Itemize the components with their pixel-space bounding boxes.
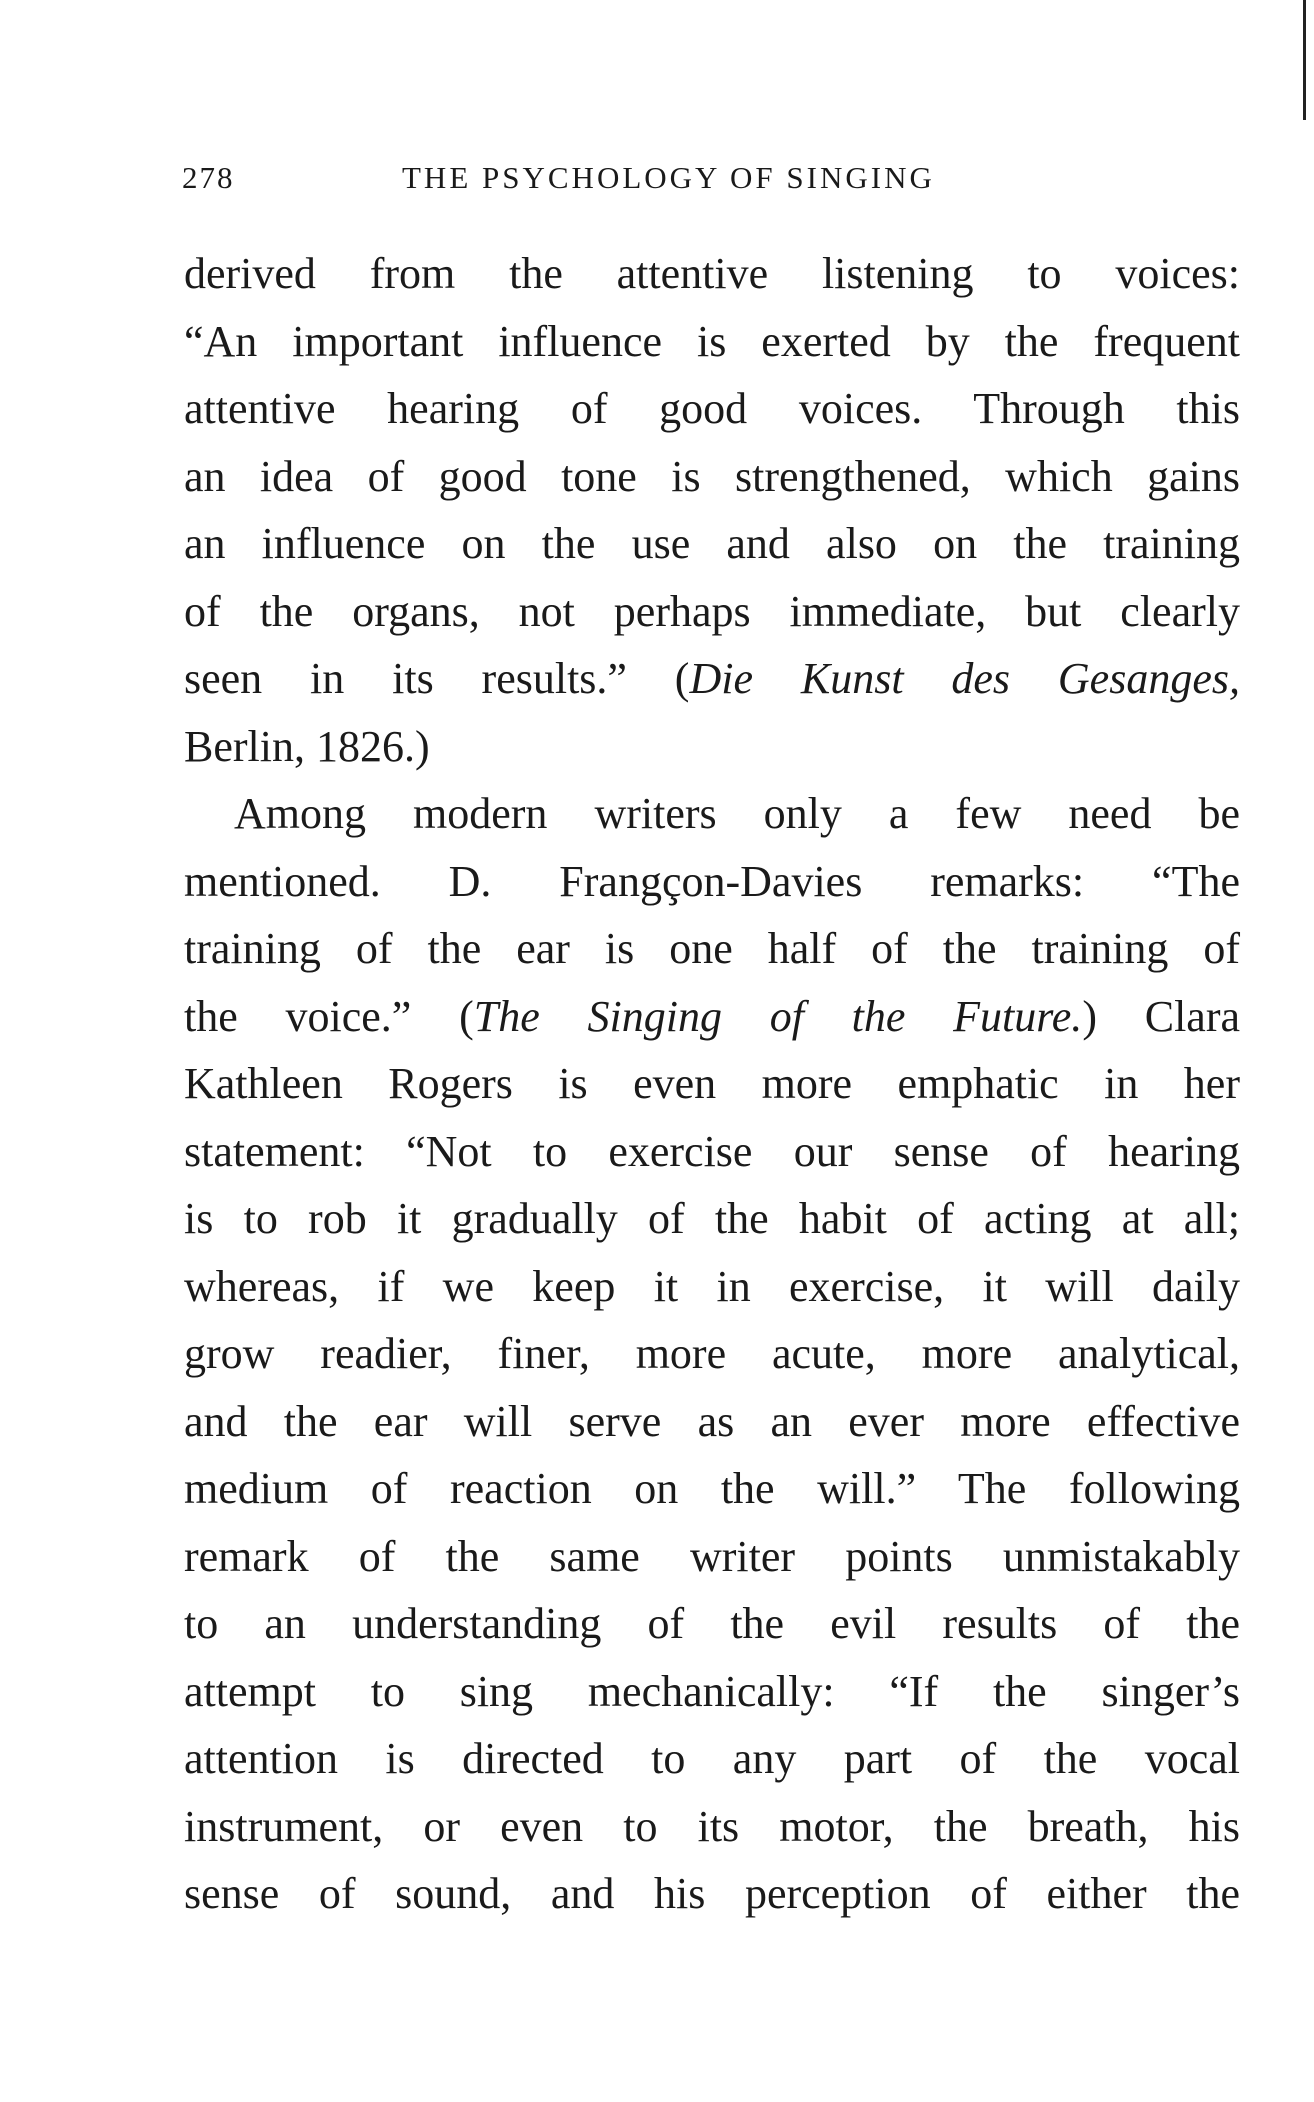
text-run: Among modern writers only a few need be xyxy=(234,789,1240,838)
text-line xyxy=(184,915,1240,983)
page-edge-mark xyxy=(1303,0,1306,120)
text-run: the voice.” ( xyxy=(184,991,474,1041)
text-run: mentioned. D. Frangçon-Davies remarks: “The xyxy=(184,856,1240,906)
text-run: derived from the attentive listening to voices: xyxy=(184,249,1240,298)
text-run: medium of reaction on the will.” The following xyxy=(184,1464,1240,1513)
text-run: instrument, or even to its motor, the breath, his xyxy=(184,1801,1240,1851)
body-text xyxy=(184,240,1240,1928)
text-run: attention is directed to any part of the vocal xyxy=(184,1734,1240,1783)
text-line xyxy=(184,308,1240,376)
text-line xyxy=(184,1793,1240,1861)
text-run: whereas, if we keep it in exercise, it will daily xyxy=(184,1261,1240,1311)
text-line xyxy=(184,1523,1240,1591)
text-line xyxy=(184,1118,1240,1186)
page-number: 278 xyxy=(182,160,235,195)
italic-title: The Singing of the Future. xyxy=(473,991,1083,1041)
text-run: ) Clara xyxy=(1082,991,1241,1041)
text-run: of the organs, not perhaps immediate, but clearly xyxy=(184,586,1240,636)
text-run: statement: “Not to exercise our sense of hearing xyxy=(184,1126,1240,1176)
text-run: to an understanding of the evil results of the xyxy=(184,1599,1240,1648)
text-line xyxy=(184,578,1240,646)
text-line xyxy=(184,1388,1240,1456)
text-line xyxy=(184,510,1240,578)
text-run: training of the ear is one half of the training of xyxy=(184,924,1240,973)
text-line xyxy=(184,1590,1240,1658)
text-line xyxy=(184,1320,1240,1388)
text-run: is to rob it gradually of the habit of acting at all; xyxy=(184,1194,1240,1243)
text-run: Kathleen Rogers is even more emphatic in her xyxy=(184,1059,1240,1108)
text-run: seen in its results.” ( xyxy=(184,654,690,703)
text-line xyxy=(184,983,1240,1051)
text-line xyxy=(184,713,1240,781)
text-run: an influence on the use and also on the training xyxy=(184,519,1240,568)
text-line xyxy=(184,1658,1240,1726)
text-line xyxy=(184,375,1240,443)
text-line xyxy=(184,848,1240,916)
text-line xyxy=(184,780,1240,848)
running-head xyxy=(182,160,1242,200)
text-line xyxy=(184,1185,1240,1253)
running-title: THE PSYCHOLOGY OF SINGING xyxy=(402,160,935,195)
text-run: sense of sound, and his perception of either the xyxy=(184,1869,1240,1918)
text-run: attentive hearing of good voices. Through this xyxy=(184,384,1240,433)
text-run: Berlin, 1826.) xyxy=(184,721,430,771)
text-line xyxy=(184,1455,1240,1523)
text-line xyxy=(184,645,1240,713)
text-line xyxy=(184,1725,1240,1793)
text-run: “An important influence is exerted by the frequent xyxy=(184,316,1240,366)
text-line xyxy=(184,1860,1240,1928)
text-line xyxy=(184,240,1240,308)
text-line xyxy=(184,443,1240,511)
text-run: attempt to sing mechanically: “If the singer’s xyxy=(184,1666,1240,1716)
text-run: grow readier, finer, more acute, more analytical, xyxy=(184,1329,1240,1378)
italic-title: Die Kunst des Gesanges, xyxy=(689,654,1240,703)
text-run: remark of the same writer points unmistakably xyxy=(184,1531,1240,1581)
text-line xyxy=(184,1050,1240,1118)
text-run: an idea of good tone is strengthened, which gains xyxy=(184,451,1240,501)
text-run: and the ear will serve as an ever more effective xyxy=(184,1396,1240,1446)
text-line xyxy=(184,1253,1240,1321)
